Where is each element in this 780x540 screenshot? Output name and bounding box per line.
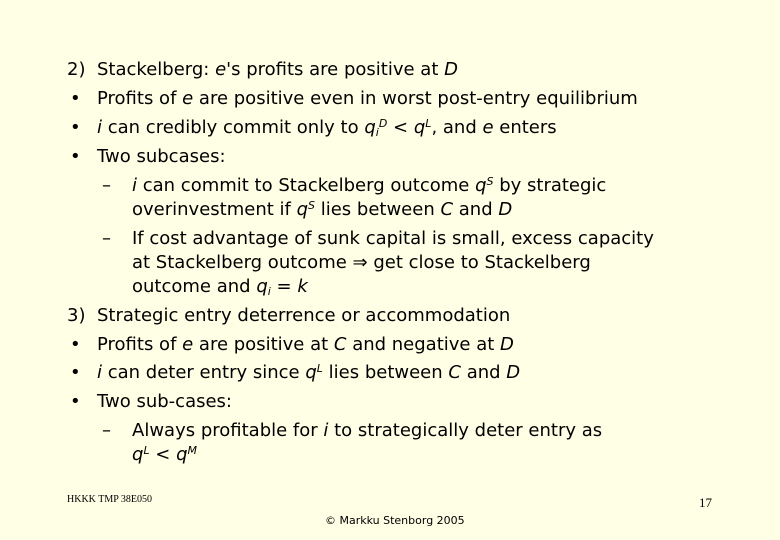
text-run: D xyxy=(498,199,513,220)
text-run: S xyxy=(308,199,315,212)
text-run: D xyxy=(506,362,521,383)
text-run: q xyxy=(413,117,426,138)
text-run: by strategic xyxy=(493,175,607,196)
line-text xyxy=(97,87,638,111)
text-run: outcome and xyxy=(132,276,257,297)
text-run: q xyxy=(364,117,376,138)
bullet-marker: • xyxy=(70,391,81,412)
text-run: M xyxy=(187,444,198,457)
text-run: C xyxy=(448,362,461,383)
course-code: HKKK TMP 38E050 xyxy=(67,494,153,505)
text-run: e xyxy=(482,117,494,138)
line-text xyxy=(97,116,557,140)
text-run: i xyxy=(97,362,103,383)
line-text xyxy=(97,58,458,82)
bullet-marker: • xyxy=(70,88,81,109)
copyright-notice: © Markku Stenborg 2005 xyxy=(325,514,465,527)
bullet-marker: • xyxy=(70,334,81,355)
text-run: e xyxy=(215,59,227,80)
text-run: = xyxy=(270,276,298,297)
text-run: q xyxy=(475,175,487,196)
text-run: to strategically deter entry as xyxy=(328,420,603,441)
text-run: Profits of xyxy=(97,334,183,355)
text-run: lies between xyxy=(315,199,441,220)
text-run: i xyxy=(375,126,379,139)
text-run: C xyxy=(440,199,454,220)
line-text xyxy=(132,251,591,275)
text-run: Two sub-cases: xyxy=(97,391,232,412)
item-number: 3) xyxy=(67,305,86,326)
text-run: S xyxy=(486,175,494,188)
text-run: Always profitable for xyxy=(132,420,324,441)
line-text xyxy=(132,275,308,299)
item-number: 2) xyxy=(67,59,86,80)
text-run: can deter entry since xyxy=(102,362,306,383)
text-run: and xyxy=(453,199,499,220)
text-run: L xyxy=(425,117,432,130)
line-text xyxy=(132,174,606,198)
text-run: < xyxy=(387,117,414,138)
text-run: get close to Stackelberg xyxy=(367,252,591,273)
text-run: i xyxy=(132,175,138,196)
text-run: C xyxy=(333,334,347,355)
text-run: Two subcases: xyxy=(97,146,226,167)
text-run: q xyxy=(305,362,317,383)
text-run: , and xyxy=(431,117,483,138)
line-text xyxy=(97,304,510,328)
text-run: overinvestment if xyxy=(132,199,297,220)
text-run: and xyxy=(460,362,507,383)
text-run: e xyxy=(182,334,194,355)
line-text xyxy=(132,198,512,222)
text-run: < xyxy=(149,444,177,465)
text-run: are positive at xyxy=(193,334,334,355)
bullet-marker: • xyxy=(70,117,81,138)
line-text xyxy=(97,145,226,169)
text-run: q xyxy=(296,199,309,220)
text-run: i xyxy=(97,117,103,138)
text-run: can commit to Stackelberg outcome xyxy=(137,175,476,196)
text-run: and negative at xyxy=(346,334,501,355)
text-run: enters xyxy=(493,117,557,138)
text-run: If cost advantage of sunk capital is small, excess capacity xyxy=(132,228,654,249)
dash-marker: – xyxy=(102,175,111,196)
text-run: q xyxy=(176,444,188,465)
text-run: can credibly commit only to xyxy=(102,117,365,138)
dash-marker: – xyxy=(102,420,111,441)
line-text xyxy=(132,227,654,251)
text-run: L xyxy=(316,362,323,375)
text-run: L xyxy=(143,444,150,457)
text-run: i xyxy=(323,420,329,441)
line-text xyxy=(97,333,514,357)
text-run: Strategic entry deterrence or accommodation xyxy=(97,305,511,326)
text-run: lies between xyxy=(322,362,449,383)
line-text xyxy=(132,419,602,443)
text-run: e xyxy=(182,88,194,109)
dash-marker: – xyxy=(102,228,111,249)
text-run: Profits of xyxy=(97,88,183,109)
text-run: q xyxy=(256,276,268,297)
text-run: D xyxy=(444,59,458,80)
text-run: k xyxy=(297,276,308,297)
line-text xyxy=(97,361,520,385)
text-run: are positive even in worst post-entry equilibrium xyxy=(193,88,638,109)
page-number: 17 xyxy=(699,495,712,510)
text-run: Stackelberg: xyxy=(97,59,216,80)
line-text xyxy=(132,443,197,467)
text-run: q xyxy=(132,444,144,465)
line-text xyxy=(97,390,232,414)
text-run: 's profits are positive at xyxy=(226,59,445,80)
text-run: D xyxy=(500,334,514,355)
text-run: at Stackelberg outcome xyxy=(132,252,353,273)
text-run: i xyxy=(267,285,271,298)
text-run: D xyxy=(378,117,388,130)
text-run: ⇒ xyxy=(352,252,368,273)
bullet-marker: • xyxy=(70,362,81,383)
bullet-marker: • xyxy=(70,146,81,167)
